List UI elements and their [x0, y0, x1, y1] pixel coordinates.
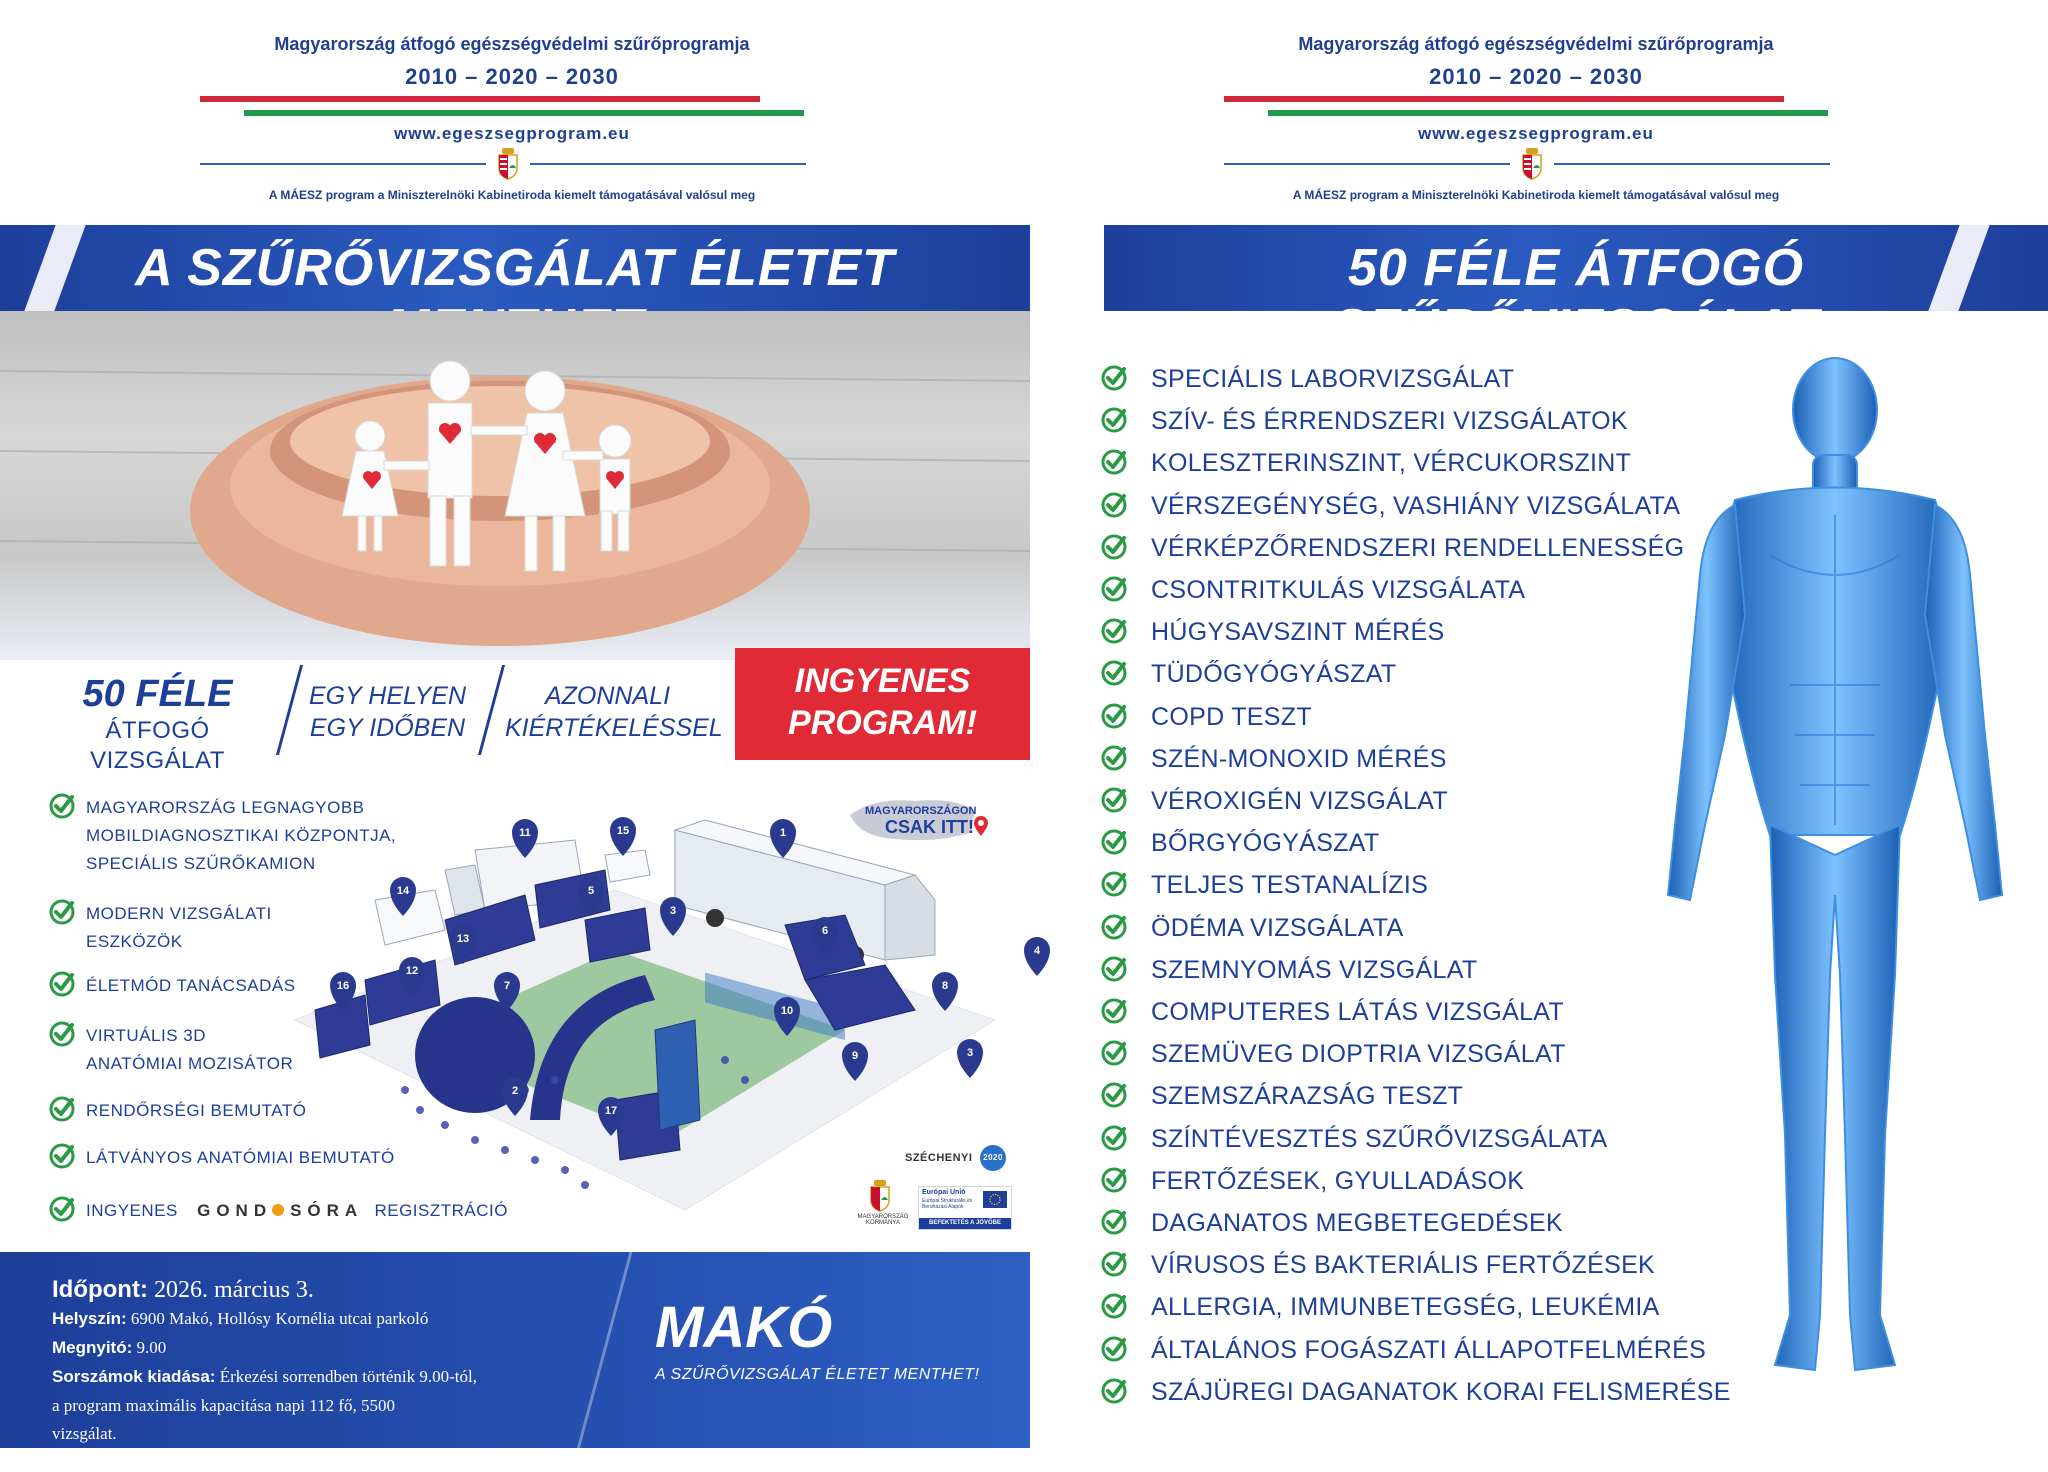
check-circle-icon — [1100, 1250, 1128, 1278]
check-circle-icon — [1100, 1377, 1128, 1405]
map-pin-label: 10 — [780, 1005, 794, 1017]
location-pin-icon — [973, 815, 989, 837]
eu-label-2: Európai Strukturális és Beruházási Alapok — [922, 1198, 973, 1210]
event-place-label: Helyszín: — [52, 1309, 127, 1328]
check-circle-icon — [48, 1020, 76, 1048]
check-circle-icon — [1100, 1124, 1128, 1152]
map-pin-label: 4 — [1033, 945, 1041, 957]
eu-logo — [918, 1186, 1012, 1230]
feature-item-text: LÁTVÁNYOS ANATÓMIAI BEMUTATÓ — [86, 1148, 395, 1167]
check-circle-icon — [1100, 491, 1128, 519]
ribbon-instant-line1: AZONNALI — [544, 682, 671, 710]
left-banner — [0, 225, 1030, 311]
map-pin-label: 8 — [941, 980, 949, 992]
check-circle-icon — [1100, 1292, 1128, 1320]
check-circle-icon — [1100, 406, 1128, 434]
exam-item-text: KOLESZTERINSZINT, VÉRCUKORSZINT — [1151, 449, 1632, 478]
check-circle-icon — [1100, 575, 1128, 603]
registration-prefix: INGYENES — [86, 1201, 178, 1220]
exam-item-text: COPD TESZT — [1151, 702, 1312, 731]
check-circle-icon — [48, 792, 76, 820]
check-circle-icon — [1100, 1208, 1128, 1236]
ribbon-one-place-line2: EGY IDŐBEN — [309, 714, 466, 742]
event-tickets-value-2: a program maximális kapacitása napi 112 fő, 5500 — [52, 1396, 396, 1415]
ribbon-one-place-line1: EGY HELYEN — [308, 682, 467, 710]
divider-line — [200, 163, 486, 165]
exam-item-text: BŐRGYÓGYÁSZAT — [1151, 829, 1380, 858]
support-note: A MÁESZ program a Miniszterelnöki Kabinetiroda kiemelt támogatásával valósul meg — [1292, 188, 1780, 202]
event-opening — [52, 1338, 166, 1358]
exam-item-text: TÜDŐGYÓGYÁSZAT — [1151, 660, 1397, 689]
promo-badge — [845, 795, 995, 845]
exam-item-text: HÚGYSAVSZINT MÉRÉS — [1151, 618, 1445, 647]
map-pin-label: 14 — [396, 885, 410, 897]
check-circle-icon — [1100, 702, 1128, 730]
map-pin-label: 9 — [851, 1050, 859, 1062]
check-circle-icon — [1100, 828, 1128, 856]
exam-item-text: SZEMNYOMÁS VIZSGÁLAT — [1151, 955, 1478, 984]
map-pin — [610, 817, 636, 856]
right-banner-title: 50 FÉLE ÁTFOGÓ SZŰRŐVIZSGÁLAT — [1332, 239, 1820, 357]
exam-item-text: COMPUTERES LÁTÁS VIZSGÁLAT — [1151, 998, 1564, 1026]
eu-label-1: Európai Unió — [922, 1189, 966, 1196]
ribbon-instant-line2: KIÉRTÉKELÉSSEL — [505, 714, 723, 742]
exam-item-text: SZÉN-MONOXID MÉRÉS — [1151, 744, 1447, 773]
exam-item-text: SPECIÁLIS LABORVIZSGÁLAT — [1151, 365, 1515, 393]
map-pin-label: 7 — [503, 980, 511, 992]
feature-item-text: ÉLETMÓD TANÁCSADÁS — [86, 976, 296, 995]
map-pin — [1024, 937, 1050, 976]
map-pin-label: 2 — [511, 1085, 519, 1097]
event-tickets-value-3: vizsgálat. — [52, 1424, 117, 1443]
event-divider — [571, 1252, 633, 1472]
map-pin-label: 16 — [336, 980, 350, 992]
exam-item-text: ÖDÉMA VIZSGÁLATA — [1151, 913, 1404, 942]
flag-red-line — [1224, 96, 1784, 102]
szechenyi-logo — [905, 1145, 1006, 1171]
check-circle-icon — [1100, 448, 1128, 476]
check-circle-icon — [1100, 955, 1128, 983]
map-pin-label: 5 — [587, 885, 595, 897]
map-pin-label: 6 — [821, 925, 829, 937]
flag-red-line — [200, 96, 760, 102]
feature-item-text: SPECIÁLIS SZŰRŐKAMION — [86, 854, 316, 873]
event-city: MAKÓ — [655, 1295, 833, 1360]
feature-item-text: MODERN VIZSGÁLATI — [86, 904, 272, 923]
family-paper-cutout-icon — [0, 311, 1030, 661]
map-pin-label: 17 — [604, 1105, 618, 1117]
left-banner-title: A SZŰRŐVIZSGÁLAT ÉLETET — [135, 239, 895, 297]
exam-item-text: CSONTRITKULÁS VIZSGÁLATA — [1151, 576, 1526, 604]
event-place-value: 6900 Makó, Hollósy Kornélia utcai parkoló — [130, 1309, 429, 1328]
program-years: 2010 – 2020 – 2030 — [405, 64, 619, 89]
registration-suffix: REGISZTRÁCIÓ — [374, 1201, 508, 1220]
exam-item-text: ALLERGIA, IMMUNBETEGSÉG, LEUKÉMIA — [1151, 1293, 1660, 1322]
check-circle-icon — [48, 1095, 76, 1123]
map-pin-label: 3 — [966, 1047, 974, 1059]
szechenyi-label: SZÉCHENYI — [905, 1151, 973, 1164]
gondosora-dot-icon — [272, 1204, 284, 1216]
feature-item-text: VIRTUÁLIS 3D — [86, 1026, 207, 1045]
program-title: Magyarország átfogó egészségvédelmi szűrőprogramja — [1298, 34, 1774, 54]
flag-green-line — [244, 110, 804, 116]
check-circle-icon — [1100, 1081, 1128, 1109]
map-pin-label: 12 — [405, 965, 419, 977]
check-circle-icon — [1100, 870, 1128, 898]
eu-flag-icon — [983, 1191, 1007, 1208]
check-circle-icon — [1100, 364, 1128, 392]
check-circle-icon — [48, 1142, 76, 1170]
free-program-line2: PROGRAM! — [788, 704, 977, 742]
feature-item-text: MOBILDIAGNOSZTIKAI KÖZPONTJA, — [86, 826, 397, 845]
mobile-center-map — [285, 790, 1041, 1250]
exam-item-text: FERTŐZÉSEK, GYULLADÁSOK — [1151, 1166, 1525, 1195]
map-pin-label: 13 — [456, 933, 470, 945]
exam-item-text: VÉRKÉPZŐRENDSZERI RENDELLENESSÉG — [1151, 533, 1685, 562]
promo-badge-line1: MAGYARORSZÁGON — [865, 805, 977, 817]
map-pin-label: 11 — [519, 827, 531, 839]
exam-item-text: SZEMÜVEG DIOPTRIA VIZSGÁLAT — [1151, 1040, 1566, 1069]
map-pin-label: 3 — [669, 905, 677, 917]
gondosora-brand-right: SÓRA — [290, 1201, 364, 1220]
check-circle-icon — [1100, 1039, 1128, 1067]
eu-slogan: BEFEKTETÉS A JÖVŐBE — [919, 1218, 1011, 1229]
exam-item-text: SZÍNTÉVESZTÉS SZŰRŐVIZSGÁLATA — [1151, 1124, 1608, 1153]
divider-line — [530, 163, 806, 165]
check-circle-icon — [1100, 1166, 1128, 1194]
program-years: 2010 – 2020 – 2030 — [1429, 64, 1643, 89]
feature-item-text: RENDŐRSÉGI BEMUTATÓ — [86, 1101, 307, 1120]
event-opening-label: Megnyitó: — [52, 1338, 133, 1357]
event-time-label: Időpont: — [52, 1276, 148, 1303]
divider-line — [1554, 163, 1830, 165]
check-circle-icon — [1100, 913, 1128, 941]
event-tickets-label: Sorszámok kiadása: — [52, 1367, 216, 1386]
feature-item-text: ESZKÖZÖK — [86, 932, 183, 951]
check-circle-icon — [1100, 744, 1128, 772]
ribbon-instant — [505, 680, 723, 744]
exam-item-text: VÍRUSOS ÉS BAKTERIÁLIS FERTŐZÉSEK — [1151, 1251, 1656, 1280]
divider-line — [1224, 163, 1510, 165]
feature-item-text: ANATÓMIAI MOZISÁTOR — [86, 1054, 294, 1073]
check-circle-icon — [1100, 533, 1128, 561]
support-note: A MÁESZ program a Miniszterelnöki Kabinetiroda kiemelt támogatásával valósul meg — [268, 188, 756, 202]
check-circle-icon — [1100, 1335, 1128, 1363]
free-program-line1: INGYENES — [794, 662, 971, 700]
ribbon-one-place — [300, 680, 475, 744]
right-banner — [1104, 225, 2048, 357]
event-info-box — [0, 1252, 1030, 1448]
coat-of-arms-icon — [1520, 148, 1544, 180]
event-time — [52, 1276, 314, 1304]
szechenyi-year: 2020 — [980, 1145, 1006, 1171]
feature-item-text: MAGYARORSZÁG LEGNAGYOBB — [86, 798, 365, 817]
check-circle-icon — [48, 970, 76, 998]
event-tickets — [52, 1367, 477, 1387]
check-circle-icon — [1100, 617, 1128, 645]
human-body-icon — [1650, 355, 2020, 1410]
promo-badge-line2: CSAK ITT! — [885, 817, 974, 837]
right-header — [1024, 0, 2048, 222]
free-program-badge — [735, 648, 1030, 760]
map-pin-label: 15 — [616, 825, 630, 837]
program-title: Magyarország átfogó egészségvédelmi szűrőprogramja — [274, 34, 750, 54]
exam-item-text: SZÍV- ÉS ÉRRENDSZERI VIZSGÁLATOK — [1151, 407, 1628, 436]
exam-item-text: VÉROXIGÉN VIZSGÁLAT — [1151, 787, 1448, 815]
event-city-slogan: A SZŰRŐVIZSGÁLAT ÉLETET MENTHET! — [655, 1366, 980, 1383]
ribbon-exams-count: 50 FÉLE — [82, 673, 233, 715]
event-place — [52, 1309, 428, 1329]
coat-of-arms-icon — [868, 1180, 892, 1212]
check-circle-icon — [1100, 786, 1128, 814]
flag-green-line — [1268, 110, 1828, 116]
left-header — [0, 0, 1024, 222]
map-pin-label: 1 — [779, 827, 787, 839]
website-link[interactable]: www.egeszsegprogram.eu — [394, 124, 630, 143]
gondosora-brand-left: GOND — [197, 1201, 273, 1220]
check-circle-icon — [1100, 997, 1128, 1025]
coat-of-arms-icon — [496, 148, 520, 180]
event-tickets-value-1: Érkezési sorrendben történik 9.00-tól, — [219, 1367, 478, 1386]
exam-item-text: SZÁJÜREGI DAGANATOK KORAI FELISMERÉSE — [1151, 1377, 1731, 1406]
website-link[interactable]: www.egeszsegprogram.eu — [1418, 124, 1654, 143]
check-circle-icon — [48, 1195, 76, 1223]
hero-photo — [0, 311, 1030, 661]
exam-item-text: VÉRSZEGÉNYSÉG, VASHIÁNY VIZSGÁLATA — [1151, 491, 1681, 520]
exam-item-text: DAGANATOS MEGBETEGEDÉSEK — [1151, 1209, 1563, 1237]
check-circle-icon — [48, 898, 76, 926]
gov-label: MAGYARORSZÁG KORMÁNYA — [857, 1214, 909, 1226]
exam-item-text: TELJES TESTANALÍZIS — [1151, 871, 1429, 900]
event-time-value: 2026. március 3. — [153, 1277, 314, 1303]
exam-item-text: ÁLTALÁNOS FOGÁSZATI ÁLLAPOTFELMÉRÉS — [1151, 1335, 1707, 1364]
exam-item-text: SZEMSZÁRAZSÁG TESZT — [1151, 1082, 1464, 1111]
ribbon-exams — [40, 672, 275, 776]
ribbon-exams-label: ÁTFOGÓ VIZSGÁLAT — [90, 717, 225, 774]
map-pin — [957, 1039, 983, 1078]
check-circle-icon — [1100, 659, 1128, 687]
event-opening-value: 9.00 — [136, 1338, 167, 1357]
